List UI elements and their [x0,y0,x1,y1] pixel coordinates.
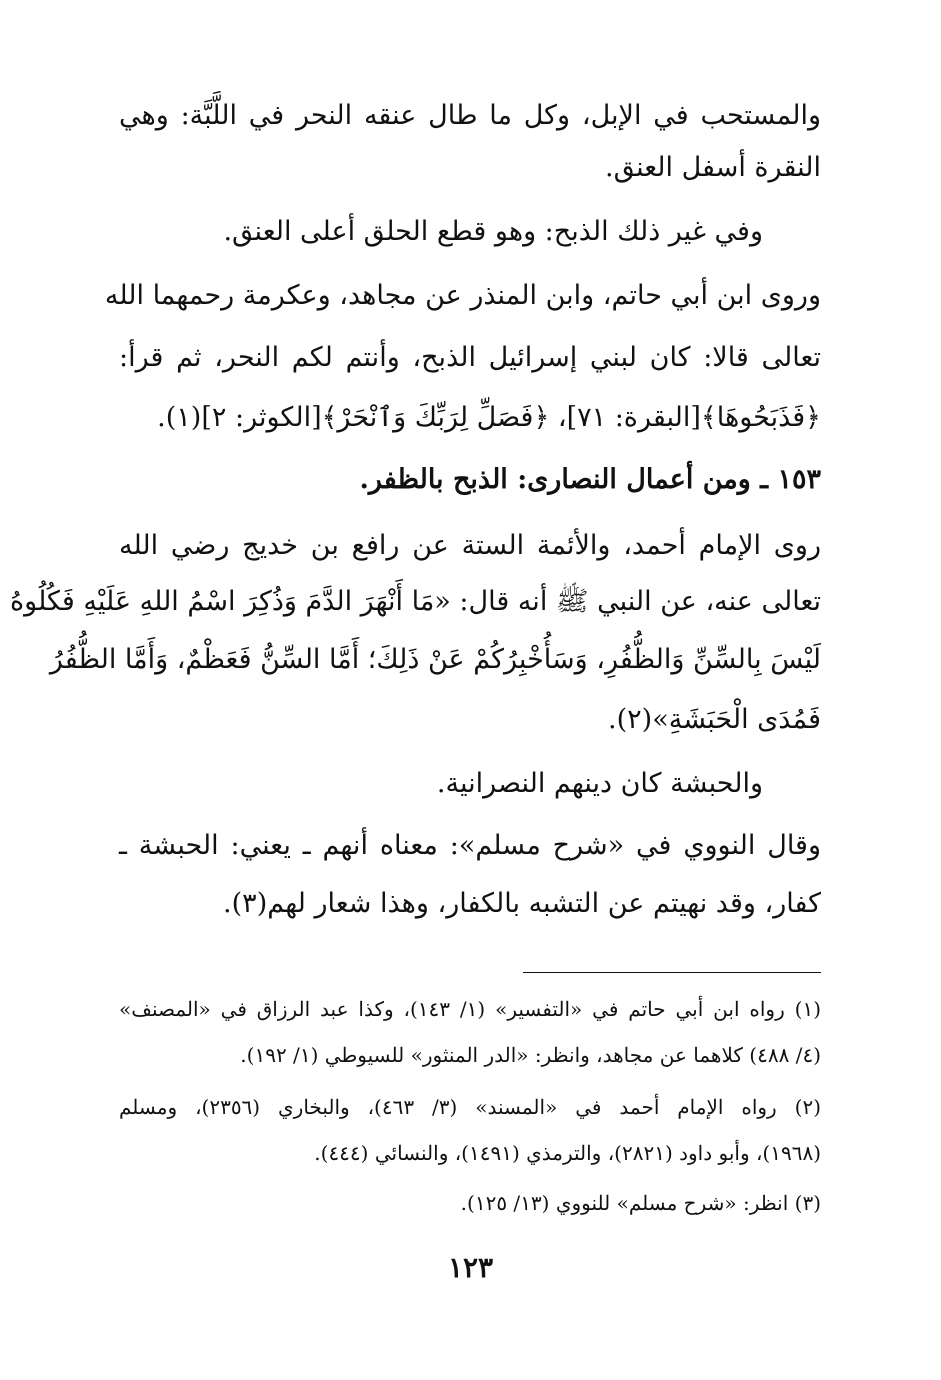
footnote-3-line-1: (٣) انظر: «شرح مسلم» للنووي (١٣/ ١٢٥). [460,1191,821,1215]
footnote-1-line-2: (٤/ ٤٨٨) كلاهما عن مجاهد، وانظر: «الدر المنثور» للسيوطي (١/ ١٩٢). [240,1043,821,1067]
body-line-14: كفار، وقد نهيتم عن التشبه بالكفار، وهذا شعار لهم(٣). [223,888,821,919]
footnote-1-line-1: (١) رواه ابن أبي حاتم في «التفسير» (١/ ١٤٣)، وكذا عبد الرزاق في «المصنف» [119,997,821,1021]
body-line-6: ﴿فَذَبَحُوهَا﴾[البقرة: ٧١]، ﴿فَصَلِّ لِرَبِّكَ وَٱنْحَرْ﴾[الكوثر: ٢](١). [157,402,821,433]
page-number: ١٢٣ [447,1251,494,1284]
body-line-4: وروى ابن أبي حاتم، وابن المنذر عن مجاهد، وعكرمة رحمهما الله [104,280,821,311]
section-heading: ١٥٣ ـ ومن أعمال النصارى: الذبح بالظفر. [359,464,821,495]
footnote-separator [523,972,821,973]
body-line-3: وفي غير ذلك الذبح: وهو قطع الحلق أعلى العنق. [223,216,763,247]
body-line-13: وقال النووي في «شرح مسلم»: معناه أنهم ـ يعني: الحبشة ـ [119,830,821,861]
footnote-2-line-1: (٢) رواه الإمام أحمد في «المسند» (٣/ ٤٦٣)، والبخاري (٢٣٥٦)، ومسلم [119,1095,822,1119]
body-line-5: تعالى قالا: كان لبني إسرائيل الذبح، وأنتم لكم النحر، ثم قرأ: [119,342,821,373]
body-line-11: فَمُدَى الْحَبَشَةِ»(٢). [608,704,821,735]
body-line-8: روى الإمام أحمد، والأئمة الستة عن رافع بن خديج رضي الله [119,530,821,561]
body-line-2: النقرة أسفل العنق. [605,152,821,183]
body-line-9: تعالى عنه، عن النبي ﷺ أنه قال: «مَا أَنْهَرَ الدَّمَ وَذُكِرَ اسْمُ اللهِ عَلَيْهِ فَكُلُوهُ [9,586,821,617]
body-line-1: والمستحب في الإبل، وكل ما طال عنقه النحر في اللَّبَّة: وهي [119,100,821,131]
body-line-12: والحبشة كان دينهم النصرانية. [436,768,763,799]
footnote-2-line-2: (١٩٦٨)، وأبو داود (٢٨٢١)، والترمذي (١٤٩١)، والنسائي (٤٤٤). [314,1141,821,1165]
body-line-10: لَيْسَ بِالسِّنِّ وَالظُّفُرِ، وَسَأُخْبِرُكُمْ عَنْ ذَلِكَ؛ أَمَّا السِّنُّ فَعَظْمٌ، وَأَمَّا الظُّفُرُ [49,644,821,675]
